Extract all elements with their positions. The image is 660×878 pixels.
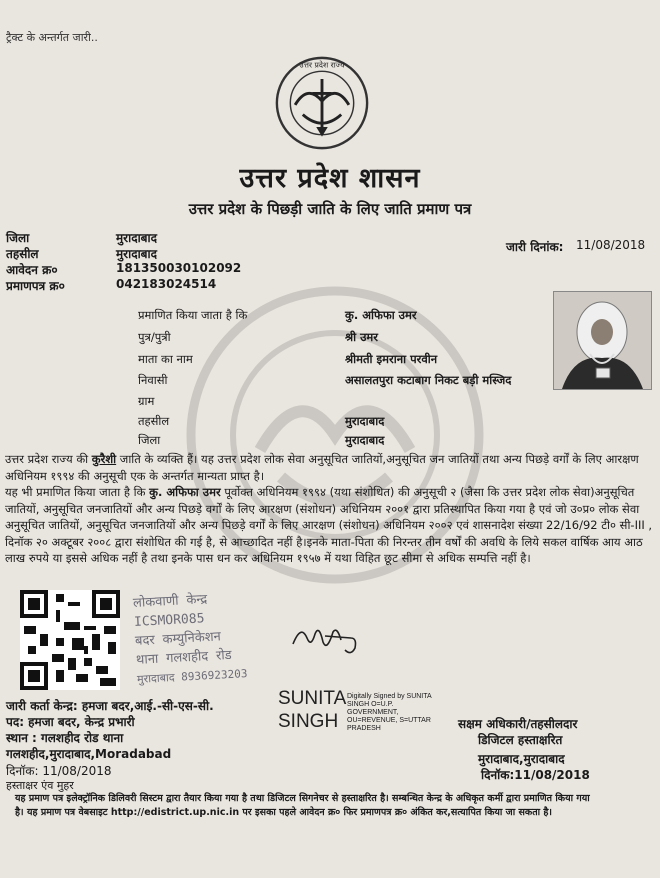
certification-paragraph: यह भी प्रमाणित किया जाता है कि कु. अफिफा उमर पूर्वोक्त अधिनियम १९९४ (यथा संशोधित) की अनुसूची २ (जैसा कि उत्तर प्रदेश लोक सेवा)अनुसूचित जातियों, अनुसूचित जनजातियों और अन्य पिछड़े वर्गों के लिए आरक्षण (संशोधन) अधिनियम २००१ द्वारा प्रतिस्थापित किया गया है एवं जो उ०प्र० लोक सेवा अनुसूचित जातियों, अनुसूचित जनजातियों और अन्य पिछड़े वर्गों के लिए आरक्षण (संशोधन) अधिनियम २००२ एवं शासनादेश संख्या 22/16/92 टी० सी-III , दिनॉक २० अक्टूबर २००८ द्वारा संशोधित की गई है, से आच्छादित नहीं है।इनके माता-पिता की निरन्तर तीन वर्षों की अवधि के लिये सकल वार्षिक आय आठ लाख रुपये या इससे अधिक नहीं है तथा इनके पास धन कर अधिनियम १९५७ में यथा विहित छूट सीमा से अधिक सम्पत्ति नहीं है। xyxy=(5,485,653,565)
authority-place: मुरादाबाद,मुरादाबाद xyxy=(478,752,565,766)
district-label: जिला xyxy=(6,231,30,245)
field-value-address: असालतपुरा कटाबाग निकट बड़ी मस्जिद xyxy=(345,373,512,387)
sign-and-seal-label: हस्ताक्षर एंव मुहर xyxy=(6,779,74,792)
qr-code-icon xyxy=(20,590,120,690)
issuer-place-line2: गलशहीद,मुरादाबाद,Moradabad xyxy=(6,747,172,761)
applicant-photo xyxy=(553,291,652,390)
handwritten-signature-icon xyxy=(285,618,365,658)
certificate-subtitle: उत्तर प्रदेश के पिछड़ी जाति के लिए जाति प्रमाण पत्र xyxy=(188,200,472,218)
field-label-resident: निवासी xyxy=(138,373,168,387)
caste-name: कुरैशी xyxy=(91,452,117,466)
person-photo-icon xyxy=(554,292,651,389)
field-label-son-daughter: पुत्र/पुत्री xyxy=(138,330,171,344)
issuer-post: पद: हमजा बदर, केन्द्र प्रभारी xyxy=(6,715,135,729)
issue-date-value: 11/08/2018 xyxy=(576,238,646,252)
certificate-authority-title: उत्तर प्रदेश शासन xyxy=(239,163,421,194)
emblem-ring-text: उत्तर प्रदेश राज्य xyxy=(299,60,345,70)
caste-statement-paragraph: उत्तर प्रदेश राज्य की कुरैशी जाति के व्यक्ति हैं। यह उत्तर प्रदेश लोक सेवा अनुसूचित जातियों,अनुसूचित जन जातियों तथा अन्य पिछड़े वर्गों के लिए आरक्षण अधिनियम १९९४ की अनुसूची एक के अन्तर्गत मान्यता प्राप्त है। xyxy=(5,452,639,483)
tehsil-value: मुरादाबाद xyxy=(116,247,158,261)
application-number-value: 181350030102092 xyxy=(116,261,242,275)
verification-note: यह प्रमाण पत्र इलेक्ट्रॉनिक डिलिवरी सिस्टम द्वारा तैयार किया गया है तथा डिजिटल सिगनेचर से हस्ताक्षरित है। सम्बन्धित केन्द्र के अधिकृत कर्मी द्वारा प्रमाणित किया गया है। यह प्रमाण पत्र वेबसाइट http://edistrict.up.nic.in पर इसका पहले आवेदन क्र० फिर प्रमाणपत्र क्र० अंकित कर,सत्यापित किया जा सकता है। xyxy=(15,793,590,818)
field-value-district: मुरादाबाद xyxy=(345,433,385,447)
field-label-mother: माता का नाम xyxy=(138,352,193,366)
field-label-certified: प्रमाणित किया जाता है कि xyxy=(138,308,248,322)
digital-signature-name: SUNITA SINGH xyxy=(278,688,347,732)
issuer-place: स्थान : गलशहीद रोड थाना xyxy=(6,731,124,745)
field-value-tehsil: मुरादाबाद xyxy=(345,414,385,428)
digital-signature-details: Digitally Signed by SUNITA SINGH O=U.P. GOVERNMENT, OU=REVENUE, S=UTTAR PRADESH xyxy=(347,693,432,732)
digitally-signed-label: डिजिटल हस्ताक्षरित xyxy=(478,733,563,747)
district-value: मुरादाबाद xyxy=(116,231,158,245)
field-value-mother: श्रीमती इमराना परवीन xyxy=(345,352,438,366)
issued-under-note: ट्रैक्ट के अन्तर्गत जारी.. xyxy=(6,31,98,44)
up-government-emblem-icon xyxy=(274,55,370,151)
field-value-name: कु. अफिफा उमर xyxy=(345,308,417,322)
authority-date: दिनॉक:11/08/2018 xyxy=(481,768,590,782)
issuing-center: जारी कर्ता केन्द्र: हमजा बदर,आई.-सी-एस-सी. xyxy=(6,699,214,713)
field-value-father: श्री उमर xyxy=(345,330,379,344)
field-label-tehsil: तहसील xyxy=(138,414,170,428)
certificate-number-value: 042183024514 xyxy=(116,277,217,291)
competent-authority-title: सक्षम अधिकारी/तहसीलदार xyxy=(458,717,578,731)
issue-date-label: जारी दिनांक: xyxy=(506,240,564,254)
center-rubber-stamp: लोकवाणी केन्द्र ICSMOR085 बदर कम्युनिकेशन थाना गलशहीद रोड मुरादाबाद 8936923203 xyxy=(132,592,248,686)
certificate-number-label: प्रमाणपत्र क्र० xyxy=(6,279,65,293)
field-label-district: जिला xyxy=(138,433,161,447)
application-number-label: आवेदन क्र० xyxy=(6,263,58,277)
issuer-date: दिनॉक: 11/08/2018 xyxy=(6,764,112,778)
tehsil-label: तहसील xyxy=(6,247,39,261)
field-label-village: ग्राम xyxy=(138,394,155,408)
applicant-name-inline: कु. अफिफा उमर xyxy=(149,485,221,499)
